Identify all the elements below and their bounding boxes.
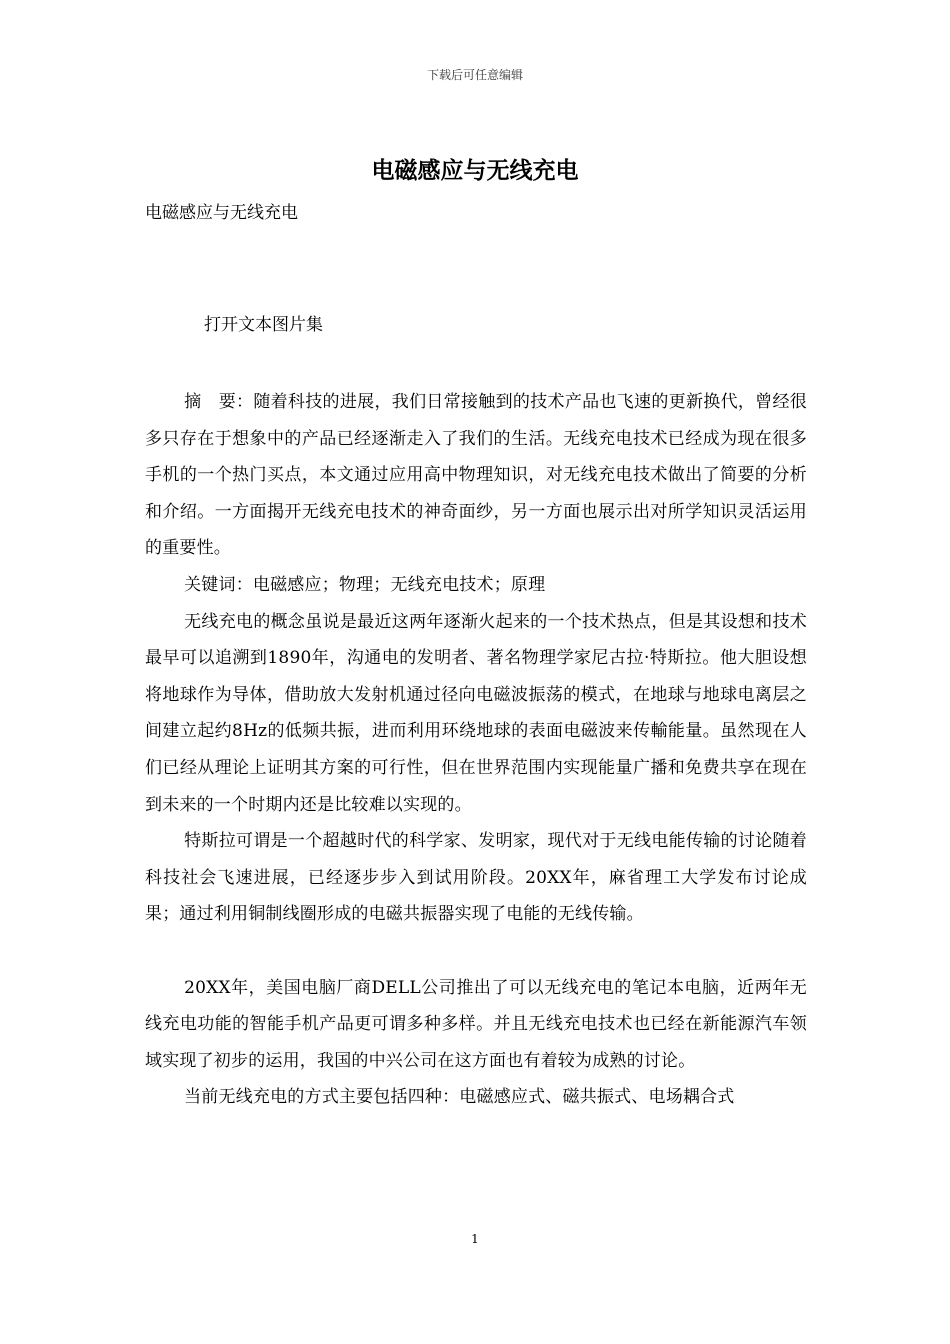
paragraph-spacer [145,933,807,970]
body-paragraph: 20XX年，美国电脑厂商DELL公司推出了可以无线充电的笔记本电脑，近两年无线充电功能的智能手机产品更可谓多种多样。并且无线充电技术也已经在新能源汽车领域实现了初步的运用，我国的中兴公司在这方面也有着较为成熟的讨论。 [145,977,807,1071]
page-number: 1 [471,1232,479,1246]
open-image-gallery-link[interactable]: 打开文本图片集 [204,315,323,335]
body-paragraph: 无线充电的概念虽说是最近这两年逐渐火起来的一个技术热点，但是其设想和技术最早可以追溯到1890年，沟通电的发明者、著名物理学家尼古拉·特斯拉。他大胆设想将地球作为导体，借助放大发射机通过径向电磁波振荡的模式，在地球与地球电离层之间建立起约8Hz的低频共振，进而利用环绕地球的表面电磁波来传輸能量。虽然现在人们已经从理论上证明其方案的可行性，但在世界范围内实现能量广播和免费共享在现在到未来的一个时期内还是比较难以实现的。 [145,611,807,815]
document-subtitle: 电磁感应与无线充电 [145,203,298,223]
document-title: 电磁感应与无线充电 [371,157,579,184]
abstract-paragraph: 摘 要：随着科技的进展，我们日常接触到的技术产品也飞速的更新换代，曾经很多只存在于想象中的产品已经逐渐走入了我们的生活。无线充电技术已经成为现在很多手机的一个热门买点，本文通过应用高中物理知识，对无线充电技术做出了简要的分析和介绍。一方面揭开无线充电技术的神奇面纱，另一方面也展示出对所学知识灵活运用的重要性。 [145,392,807,559]
document-body [145,384,807,1116]
keywords-paragraph: 关键词：电磁感应；物理；无线充电技术；原理 [184,574,546,595]
page-header-note: 下载后可任意编辑 [426,68,523,82]
body-paragraph: 当前无线充电的方式主要包括四种：电磁感应式、磁共振式、电场耦合式 [184,1087,735,1108]
body-paragraph: 特斯拉可谓是一个超越时代的科学家、发明家，现代对于无线电能传输的讨论随着科技社会飞速进展，已经逐步步入到试用阶段。20XX年，麻省理工大学发布讨论成果；通过利用铜制线圈形成的电磁共振器实现了电能的无线传输。 [145,831,807,925]
